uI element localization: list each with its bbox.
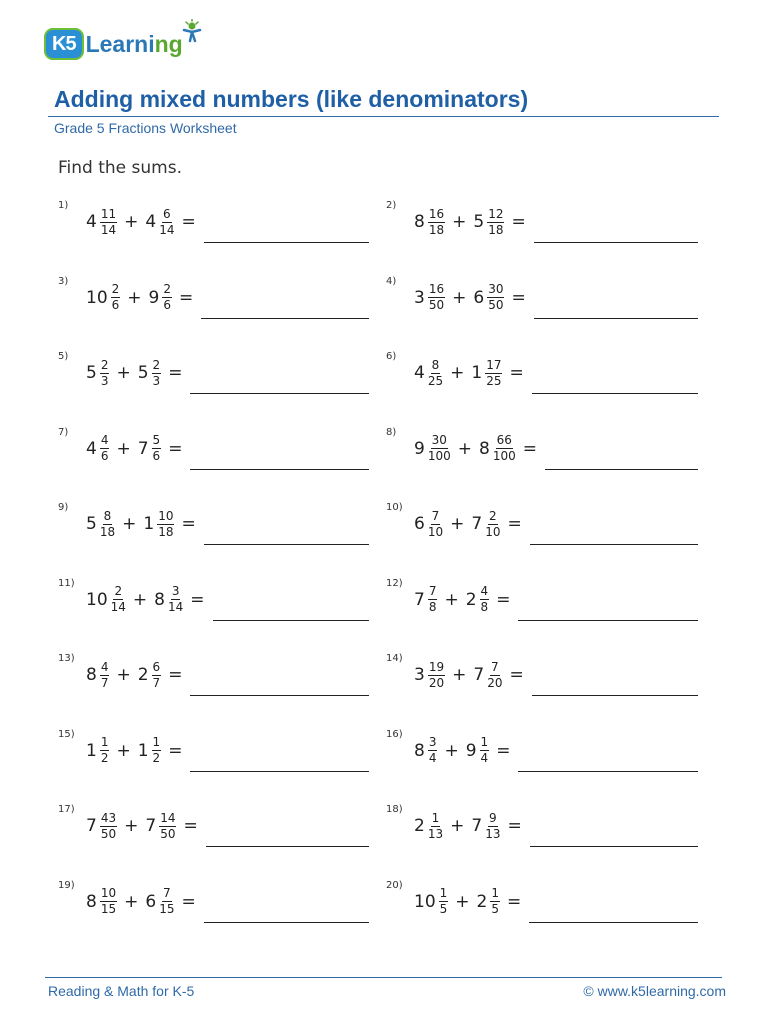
numerator: 6 — [163, 206, 171, 221]
whole-number: 6 — [145, 891, 157, 912]
numerator: 43 — [100, 810, 117, 825]
answer-line[interactable] — [204, 544, 369, 545]
problem-number: 9) — [58, 502, 69, 513]
denominator: 50 — [100, 826, 117, 841]
whole-number: 8 — [414, 212, 425, 232]
denominator: 7 — [152, 675, 161, 690]
equals-sign: = — [496, 740, 511, 761]
whole-number: 9 — [465, 740, 477, 761]
answer-line[interactable] — [213, 620, 369, 621]
problem-expression — [86, 283, 193, 312]
problem-number: 7) — [58, 426, 69, 438]
denominator: 10 — [427, 524, 444, 539]
fraction — [111, 283, 121, 312]
equals-sign: = — [509, 363, 524, 383]
equals-sign: = — [522, 438, 537, 459]
problem-number: 16) — [386, 728, 403, 740]
footer-tagline: Reading & Math for K-5 — [48, 983, 195, 999]
problem-item — [58, 502, 196, 546]
fraction — [162, 283, 172, 312]
numerator: 7 — [431, 508, 440, 523]
fraction — [485, 812, 500, 841]
denominator: 50 — [488, 298, 504, 312]
fraction — [480, 585, 490, 614]
fraction — [480, 736, 490, 765]
numerator: 8 — [431, 357, 440, 372]
numerator: 17 — [486, 357, 502, 372]
answer-line[interactable] — [206, 846, 369, 847]
problem-number: 13) — [58, 653, 75, 664]
denominator: 10 — [485, 524, 501, 539]
instructions: Find the sums. — [58, 158, 182, 178]
whole-number: 3 — [414, 287, 425, 308]
problem-expression — [414, 585, 510, 614]
fraction — [428, 283, 445, 312]
problem-item — [58, 578, 205, 622]
problem-item — [386, 200, 526, 244]
problem-expression — [414, 510, 522, 539]
numerator: 1 — [100, 735, 109, 749]
denominator: 6 — [152, 449, 161, 463]
plus-sign: + — [450, 363, 465, 383]
equals-sign: = — [496, 589, 511, 610]
denominator: 100 — [492, 449, 516, 463]
denominator: 6 — [100, 449, 109, 463]
denominator: 5 — [439, 902, 448, 916]
answer-line[interactable] — [204, 242, 369, 243]
plus-sign: + — [116, 438, 131, 459]
problem-expression — [86, 736, 182, 765]
fraction — [100, 208, 117, 237]
denominator: 25 — [486, 373, 502, 388]
problem-item — [386, 804, 522, 848]
fraction — [428, 812, 443, 841]
fraction — [152, 736, 162, 765]
whole-number: 1 — [86, 740, 97, 761]
whole-number: 5 — [86, 514, 97, 534]
numerator: 1 — [439, 886, 448, 900]
numerator: 19 — [428, 659, 445, 674]
answer-line[interactable] — [204, 922, 369, 923]
equals-sign: = — [507, 514, 522, 534]
problem-item — [58, 427, 182, 471]
problem-expression — [414, 736, 510, 765]
fraction — [485, 359, 502, 388]
numerator: 10 — [158, 508, 174, 523]
denominator: 50 — [160, 826, 176, 841]
problem-expression — [86, 208, 196, 237]
whole-number: 7 — [86, 816, 97, 836]
whole-number: 10 — [86, 287, 108, 308]
answer-line[interactable] — [190, 393, 369, 394]
denominator: 2 — [152, 751, 161, 765]
answer-line[interactable] — [530, 846, 698, 847]
plus-sign: + — [455, 891, 470, 912]
fraction — [428, 585, 438, 614]
whole-number: 1 — [143, 514, 155, 534]
plus-sign: + — [450, 514, 465, 534]
problem-expression — [86, 812, 198, 841]
problem-item — [386, 427, 537, 471]
denominator: 15 — [159, 902, 175, 916]
numerator: 10 — [100, 886, 117, 900]
plus-sign: + — [124, 891, 139, 912]
whole-number: 1 — [137, 740, 149, 761]
whole-number: 9 — [414, 438, 425, 459]
denominator: 13 — [485, 826, 501, 841]
header-divider — [48, 116, 719, 117]
equals-sign: = — [511, 287, 526, 308]
whole-number: 5 — [137, 363, 149, 383]
numerator: 11 — [100, 206, 117, 221]
fraction — [487, 661, 502, 690]
problem-expression — [86, 359, 182, 388]
whole-number: 8 — [478, 438, 490, 459]
problem-number: 14) — [386, 653, 403, 664]
denominator: 18 — [488, 222, 504, 237]
answer-line[interactable] — [190, 771, 369, 772]
denominator: 2 — [100, 751, 109, 765]
logo-figure-icon — [180, 19, 204, 45]
answer-line[interactable] — [529, 922, 698, 923]
fraction — [100, 434, 110, 463]
numerator: 12 — [488, 206, 504, 221]
fraction — [428, 736, 438, 765]
problem-expression — [414, 887, 521, 916]
fraction — [485, 510, 500, 539]
fraction — [100, 887, 117, 916]
problem-item — [386, 578, 510, 622]
whole-number: 2 — [414, 816, 425, 836]
fraction — [111, 585, 126, 614]
problem-expression — [414, 359, 524, 388]
fraction — [428, 359, 443, 388]
problem-expression — [414, 434, 537, 463]
problem-number: 1) — [58, 200, 69, 211]
whole-number: 4 — [86, 212, 97, 232]
numerator: 1 — [491, 886, 499, 900]
problem-item — [58, 276, 193, 320]
problem-number: 5) — [58, 351, 69, 362]
whole-number: 7 — [137, 438, 149, 459]
answer-line[interactable] — [545, 469, 698, 470]
fraction — [100, 510, 115, 539]
whole-number: 7 — [414, 589, 425, 610]
denominator: 3 — [100, 373, 109, 388]
denominator: 13 — [427, 826, 444, 841]
denominator: 18 — [158, 524, 174, 539]
numerator: 2 — [111, 282, 120, 296]
footer-divider — [45, 977, 722, 978]
numerator: 14 — [160, 810, 176, 825]
worksheet-title: Adding mixed numbers (like denominators) — [54, 86, 529, 112]
whole-number: 2 — [476, 891, 488, 912]
whole-number: 9 — [148, 287, 160, 308]
problem-number: 6) — [386, 351, 397, 362]
plus-sign: + — [132, 589, 148, 610]
numerator: 1 — [431, 810, 440, 825]
problem-number: 17) — [58, 804, 75, 815]
numerator: 7 — [163, 886, 171, 900]
whole-number: 7 — [145, 816, 157, 836]
fraction — [428, 510, 443, 539]
denominator: 8 — [480, 600, 489, 614]
problem-expression — [414, 208, 526, 237]
logo-wordmark: Learning — [86, 31, 183, 58]
equals-sign: = — [509, 665, 524, 685]
problem-number: 10) — [386, 502, 403, 513]
numerator: 2 — [152, 357, 161, 372]
denominator: 50 — [428, 298, 445, 312]
denominator: 7 — [100, 675, 109, 690]
equals-sign: = — [181, 514, 196, 534]
denominator: 15 — [100, 902, 117, 916]
fraction — [487, 283, 504, 312]
denominator: 6 — [163, 298, 171, 312]
answer-line[interactable] — [518, 771, 698, 772]
plus-sign: + — [450, 816, 465, 836]
plus-sign: + — [452, 212, 467, 232]
whole-number: 8 — [154, 589, 165, 610]
denominator: 14 — [159, 222, 175, 237]
problem-number: 18) — [386, 804, 403, 815]
numerator: 2 — [100, 357, 109, 372]
problem-number: 12) — [386, 577, 403, 589]
k5-learning-logo — [44, 26, 183, 62]
problem-number: 8) — [386, 426, 397, 438]
whole-number: 2 — [137, 665, 149, 685]
fraction — [157, 510, 174, 539]
answer-line[interactable] — [190, 695, 369, 696]
fraction — [159, 812, 176, 841]
problem-expression — [86, 510, 196, 539]
fraction — [168, 585, 183, 614]
fraction — [152, 661, 162, 690]
equals-sign: = — [507, 816, 522, 836]
numerator: 8 — [103, 508, 112, 523]
equals-sign: = — [168, 438, 183, 459]
whole-number: 8 — [414, 740, 425, 761]
denominator: 3 — [152, 373, 161, 388]
fraction — [428, 661, 445, 690]
denominator: 100 — [427, 449, 451, 463]
numerator: 1 — [480, 735, 489, 749]
fraction — [159, 208, 174, 237]
plus-sign: + — [116, 363, 131, 383]
answer-line[interactable] — [532, 695, 698, 696]
fraction — [428, 434, 451, 463]
whole-number: 7 — [471, 816, 483, 836]
whole-number: 4 — [414, 363, 425, 383]
problem-item — [58, 880, 196, 924]
problem-number: 11) — [58, 577, 75, 589]
equals-sign: = — [507, 891, 522, 912]
problem-expression — [414, 283, 526, 312]
fraction — [152, 434, 162, 463]
numerator: 1 — [152, 735, 161, 749]
equals-sign: = — [168, 665, 183, 685]
problem-item — [58, 804, 198, 848]
numerator: 2 — [163, 282, 171, 296]
footer-website: © www.k5learning.com — [583, 983, 726, 999]
fraction — [100, 736, 110, 765]
equals-sign: = — [190, 589, 205, 610]
plus-sign: + — [444, 589, 459, 610]
denominator: 20 — [487, 675, 503, 690]
numerator: 30 — [431, 433, 447, 447]
numerator: 4 — [480, 584, 489, 598]
problem-item — [58, 653, 182, 697]
fraction — [100, 812, 117, 841]
numerator: 16 — [428, 282, 445, 296]
problem-expression — [414, 812, 522, 841]
fraction — [493, 434, 516, 463]
whole-number: 6 — [473, 287, 485, 308]
denominator: 4 — [428, 751, 437, 765]
problem-item — [386, 729, 510, 773]
answer-line[interactable] — [518, 620, 698, 621]
answer-line[interactable] — [532, 393, 698, 394]
denominator: 14 — [110, 600, 126, 614]
problem-number: 3) — [58, 275, 69, 287]
answer-line[interactable] — [534, 318, 698, 319]
denominator: 18 — [428, 222, 445, 237]
denominator: 5 — [491, 902, 499, 916]
whole-number: 5 — [473, 212, 485, 232]
whole-number: 5 — [86, 363, 97, 383]
numerator: 7 — [491, 659, 499, 674]
fraction — [100, 661, 110, 690]
problem-expression — [86, 585, 205, 614]
numerator: 3 — [428, 735, 437, 749]
problem-item — [386, 502, 522, 546]
fraction — [159, 887, 174, 916]
problem-number: 2) — [386, 200, 397, 211]
fraction — [490, 887, 500, 916]
plus-sign: + — [116, 740, 131, 761]
equals-sign: = — [511, 212, 526, 232]
numerator: 16 — [428, 206, 445, 221]
problem-item — [386, 351, 524, 395]
equals-sign: = — [168, 363, 183, 383]
equals-sign: = — [181, 891, 196, 912]
numerator: 7 — [428, 584, 437, 598]
problem-item — [386, 276, 526, 320]
problem-expression — [414, 661, 524, 690]
whole-number: 8 — [86, 891, 97, 912]
denominator: 20 — [428, 675, 445, 690]
worksheet-subtitle: Grade 5 Fractions Worksheet — [54, 120, 237, 136]
numerator: 9 — [489, 810, 497, 825]
problem-expression — [86, 661, 182, 690]
equals-sign: = — [168, 740, 183, 761]
whole-number: 8 — [86, 665, 97, 685]
numerator: 3 — [171, 584, 180, 598]
fraction — [100, 359, 110, 388]
denominator: 18 — [99, 524, 116, 539]
denominator: 25 — [427, 373, 444, 388]
numerator: 2 — [114, 584, 123, 598]
answer-line[interactable] — [534, 242, 698, 243]
problem-number: 19) — [58, 879, 75, 891]
answer-line[interactable] — [190, 469, 369, 470]
plus-sign: + — [444, 740, 459, 761]
plus-sign: + — [124, 212, 139, 232]
answer-line[interactable] — [530, 544, 698, 545]
denominator: 14 — [168, 600, 184, 614]
plus-sign: + — [452, 287, 467, 308]
denominator: 6 — [111, 298, 120, 312]
whole-number: 7 — [471, 514, 483, 534]
equals-sign: = — [183, 816, 198, 836]
problem-expression — [86, 887, 196, 916]
fraction — [152, 359, 162, 388]
k5-logo-badge: K5 — [44, 28, 84, 60]
plus-sign: + — [116, 665, 131, 685]
fraction — [487, 208, 504, 237]
numerator: 4 — [100, 433, 109, 447]
numerator: 4 — [100, 659, 109, 674]
whole-number: 2 — [465, 589, 477, 610]
fraction — [428, 208, 445, 237]
whole-number: 10 — [414, 891, 436, 912]
numerator: 6 — [152, 659, 161, 674]
plus-sign: + — [452, 665, 467, 685]
numerator: 5 — [152, 433, 161, 447]
denominator: 14 — [100, 222, 117, 237]
numerator: 30 — [488, 282, 504, 296]
plus-sign: + — [127, 287, 142, 308]
denominator: 4 — [480, 751, 489, 765]
problem-number: 4) — [386, 275, 397, 287]
fraction — [439, 887, 449, 916]
whole-number: 4 — [145, 212, 157, 232]
problem-number: 15) — [58, 728, 75, 740]
problem-item — [58, 729, 182, 773]
whole-number: 10 — [86, 589, 108, 610]
whole-number: 4 — [86, 438, 97, 459]
plus-sign: + — [122, 514, 137, 534]
whole-number: 6 — [414, 514, 425, 534]
plus-sign: + — [124, 816, 139, 836]
whole-number: 7 — [473, 665, 485, 685]
whole-number: 3 — [414, 665, 425, 685]
numerator: 66 — [496, 433, 512, 447]
equals-sign: = — [181, 212, 196, 232]
problem-expression — [86, 434, 182, 463]
problem-item — [386, 653, 524, 697]
problem-number: 20) — [386, 879, 403, 891]
whole-number: 1 — [471, 363, 483, 383]
numerator: 2 — [489, 508, 497, 523]
problem-item — [58, 351, 182, 395]
problem-item — [58, 200, 196, 244]
equals-sign: = — [179, 287, 194, 308]
answer-line[interactable] — [201, 318, 369, 319]
problem-item — [386, 880, 521, 924]
denominator: 8 — [428, 600, 437, 614]
plus-sign: + — [457, 438, 472, 459]
